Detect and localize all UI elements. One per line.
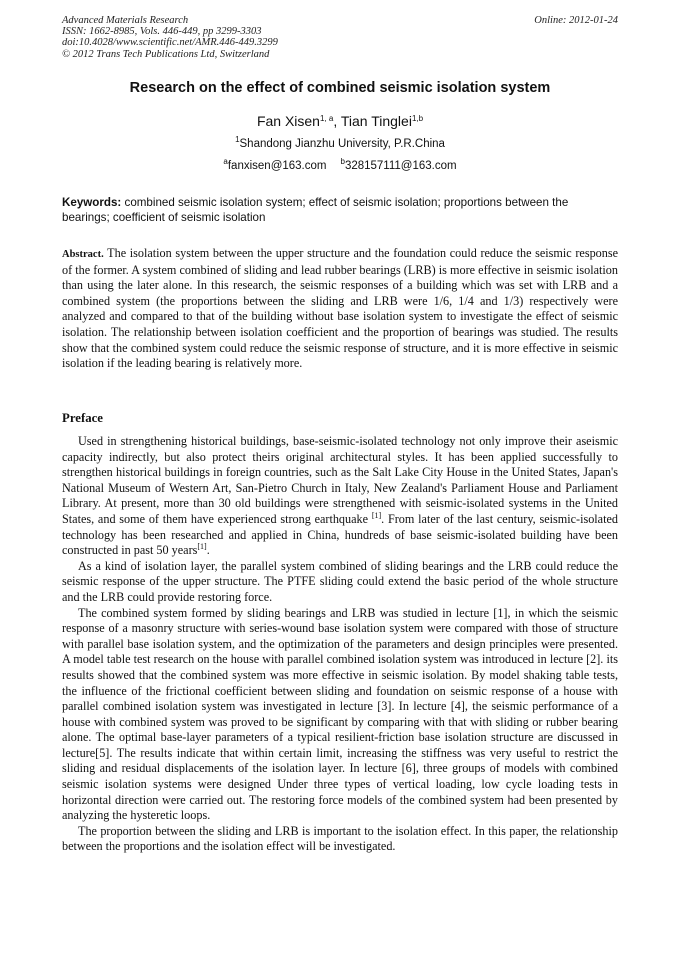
doi-line: doi:10.4028/www.scientific.net/AMR.446-449.3299 [62,37,278,49]
email-link[interactable]: 328157111@163.com [344,160,457,172]
author-emails [62,157,618,172]
abstract-text: The isolation system between the upper structure and the foundation could reduce the seismic response of the former. A system combined of sliding and lead rubber bearings (LRB) is more effective in seismic isolation than using the later alone. In this research, the seismic responses of a building which was set with LRB and a combined system (the proportions between the sliding and LRB were 1/6, 1/4 and 1/3) respectively were analyzed and compared to that of the building without base isolation system to investigate the effect of seismic isolation. The relationship between isolation coefficient and the proportion of bearings was studied. The results show that the combined system could reduce the seismic response of structure, and it is more effective in seismic isolation if the leading bearing is relatively more. [62,246,619,371]
author-name: Fan Xisen [256,113,320,129]
journal-name: Advanced Materials Research [62,15,189,26]
paragraph [62,434,618,559]
abstract-block [62,246,618,372]
citation-ref[interactable]: [1] [197,542,207,552]
keywords-block [62,196,618,225]
paragraph-text: . From later of the last century, seismic-isolated technology has been researched and applied in China, hundreds of base seismic-isolated building have been constructed in past 50 years [62,511,618,558]
author-separator: , [333,113,338,129]
affiliation [62,135,618,150]
citation-ref[interactable]: [1] [371,510,382,520]
publication-header [62,15,618,60]
paragraph: The combined system formed by sliding bearings and LRB was studied in lecture [1], in which the seismic response of a masonry structure with series-wound base isolation system were compared with those of structure with parallel base isolation system, and the optimization of the parameters and design principles were presented. A model table test research on the house with parallel combined isolation system was introduced in lecture [2]. its results showed that the combined system was more effective in seismic isolation. By model shaking table tests, the influence of the frictional coefficient between sliding and foundation on seismic response of a house with parallel combined isolation system was investigated in lecture [3]. In lecture [4], the seismic performance of a house with combined system was proved to be significant by comparing with that with sliding or rubber bearing alone. The optimal base-layer parameters of a typical resilient-friction base isolation structure are discussed in lecture[5]. The results indicate that within certain limit, increasing the stiffness was very useful to restrict the sliding and residual displacements of the isolation layer. In lecture [6], three groups of models with combined seismic isolation systems were designed Under three types of vertical loading, low cycle loading tests in horizontal direction were carried out. The restoring force models of the combined system had been presented by analyzing the hysteretic loops. [62,605,618,823]
author-mark: 1,b [411,114,424,123]
paragraph: As a kind of isolation layer, the parallel system combined of sliding bearings and the LRB could reduce the seismic response of the upper structure. The PTFE sliding could extend the basic period of the whole structure and the LRB could provide restoring force. [62,558,618,604]
paragraph-text: Used in strengthening historical buildings, base-seismic-isolated technology not only improve their aseismic capacity indirectly, but also protect theirs original architectural styles. It has been applied successfully to strengthen historical buildings in foreign countries, such as the Salt Lake City House in the United States, Japan's National Museum of Western Art, San-Pietro Church in Italy, New Zealand's Parliament House and Parliament Library. At present, more than 30 old buildings were strengthened with seismic-isolated systems in the United States, and some of them have experienced strong earthquake [62,434,618,526]
paper-title: Research on the effect of combined seismic isolation system [129,80,551,96]
paragraph-text: . [206,543,210,558]
affiliation-mark: 1 [235,135,240,144]
section-heading-preface: Preface [62,411,103,425]
abstract-label: Abstract. [62,249,104,260]
copyright-line: © 2012 Trans Tech Publications Ltd, Switzerland [62,48,270,60]
email-link[interactable]: fanxisen@163.com [227,160,327,172]
author-list [62,113,618,129]
author-name: Tian Tinglei [340,113,412,129]
paragraph: The proportion between the sliding and LRB is important to the isolation effect. In this paper, the relationship between the proportions and the isolation effect will be investigated. [62,823,618,854]
affiliation-text: Shandong Jianzhu University, P.R.China [239,138,445,150]
email-mark: b [340,157,345,166]
email-mark: a [223,157,228,166]
preface-body [62,434,618,855]
author-mark: 1, a [319,114,334,123]
keywords-text: combined seismic isolation system; effect of seismic isolation; proportions between the bearings; coefficient of seismic isolation [62,196,569,224]
issn-line: ISSN: 1662-8985, Vols. 446-449, pp 3299-3303 [62,26,262,38]
keywords-label: Keywords: [62,196,122,209]
online-date: Online: 2012-01-24 [534,15,618,26]
